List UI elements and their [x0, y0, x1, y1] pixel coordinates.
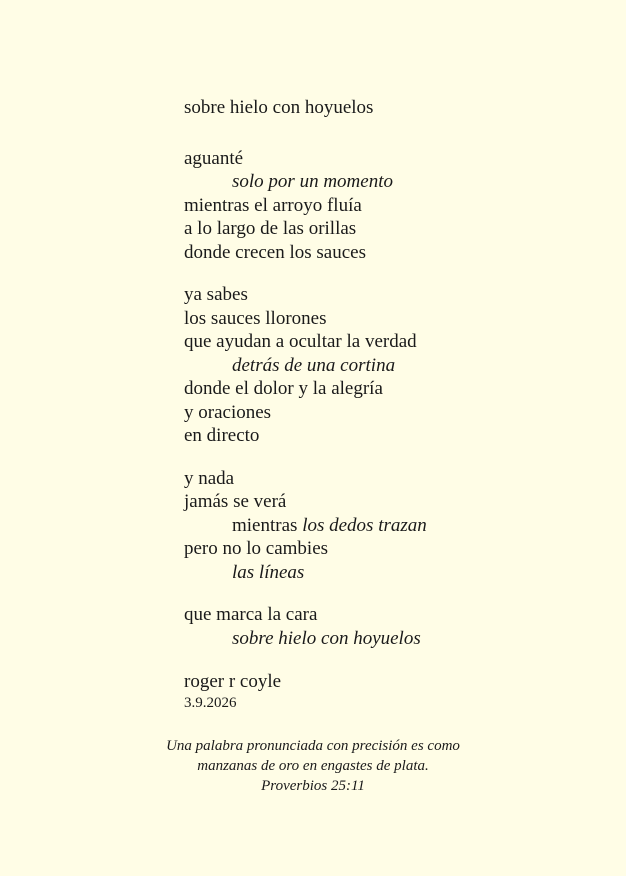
poem-line-plain: mientras	[232, 514, 303, 536]
quote-line: Una palabra pronunciada con precisión es como	[166, 738, 460, 754]
quote-line: manzanas de oro en engastes de plata.	[197, 758, 429, 774]
poem-line: las líneas	[232, 561, 305, 583]
poem-line: sobre hielo con hoyuelos	[232, 627, 421, 649]
poem-line: aguanté	[184, 147, 244, 169]
poem-line: que marca la cara	[184, 604, 318, 625]
poem-line	[184, 514, 584, 538]
poem-line: que ayudan a ocultar la verdad	[184, 331, 417, 352]
stanza-1	[184, 147, 584, 265]
poem-date: 3.9.2026	[184, 695, 237, 711]
poem-line: mientras el arroyo fluía	[184, 194, 362, 216]
poem-line: y oraciones	[184, 401, 272, 423]
poem	[184, 96, 584, 713]
stanza-2	[184, 283, 584, 448]
poem-author: roger r coyle	[184, 671, 282, 692]
stanza-3	[184, 467, 584, 585]
poem-line: solo por un momento	[232, 171, 393, 192]
poem-line: pero no lo cambies	[184, 538, 329, 559]
poem-line: en directo	[184, 425, 260, 446]
poem-line: detrás de una cortina	[232, 354, 396, 376]
poem-line: a lo largo de las orillas	[184, 218, 357, 239]
poem-line: y nada	[184, 467, 235, 489]
poem-line: donde crecen los sauces	[184, 241, 367, 263]
scripture-quote	[0, 736, 626, 796]
poem-line: los sauces llorones	[184, 307, 327, 329]
poem-line: jamás se verá	[184, 491, 287, 512]
poem-title: sobre hielo con hoyuelos	[184, 97, 374, 118]
poem-line: ya sabes	[184, 284, 248, 305]
poem-line-italic: los dedos trazan	[302, 514, 427, 536]
stanza-4	[184, 603, 584, 650]
poem-line: donde el dolor y la alegría	[184, 378, 383, 399]
quote-reference: Proverbios 25:11	[261, 778, 365, 794]
